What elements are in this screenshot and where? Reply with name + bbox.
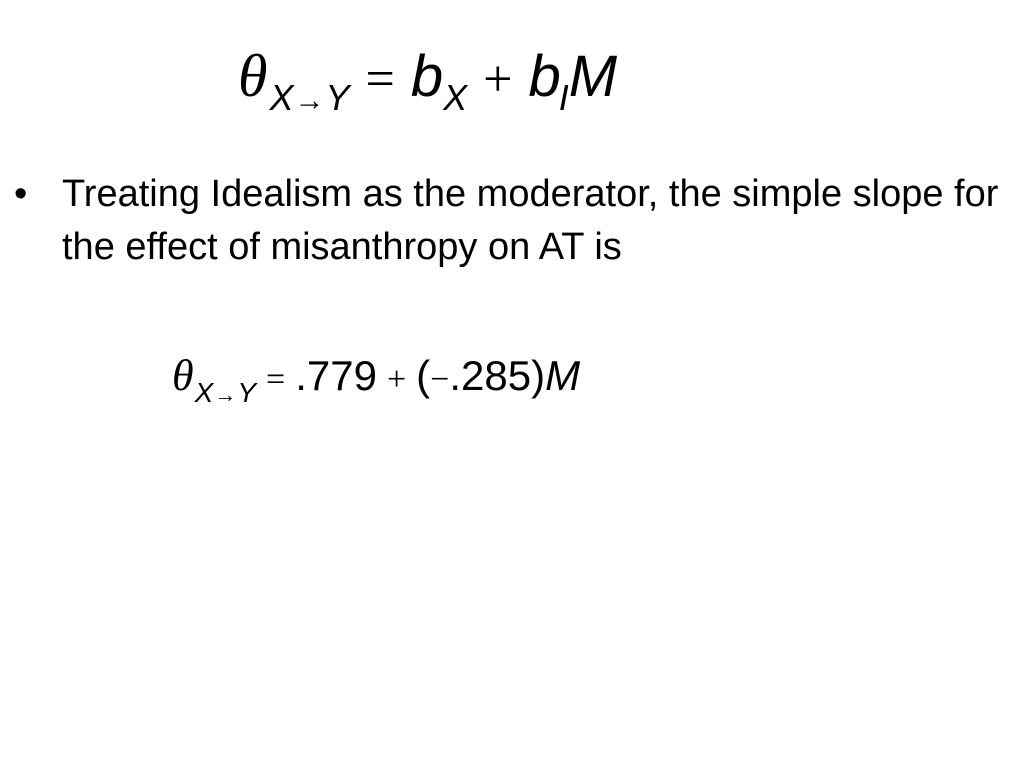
theta-symbol: θ — [172, 351, 194, 400]
equals-sign: = — [365, 51, 395, 108]
intercept-value: .779 — [295, 352, 377, 399]
subscript-y: Y — [325, 77, 350, 118]
close-paren: ) — [531, 352, 546, 399]
arrow-symbol: → — [294, 84, 325, 117]
interaction-subscript: I — [558, 77, 569, 118]
plus-sign: + — [483, 51, 513, 108]
plus-sign: + — [386, 361, 407, 398]
equals-sign: = — [266, 361, 286, 398]
coefficient-b-interaction: b — [528, 44, 561, 109]
equation-subscript — [269, 77, 349, 119]
minus-sign: − — [430, 361, 450, 398]
equation-subscript — [195, 377, 256, 410]
bullet-marker: • — [14, 173, 28, 215]
arrow-symbol: → — [214, 382, 237, 407]
subscript-x: X — [269, 77, 294, 118]
equation-general — [238, 42, 617, 132]
equation-specific — [172, 350, 580, 410]
bullet-text: Treating Idealism as the moderator, the simple slope for the effect of misanthropy on AT is — [62, 173, 999, 268]
theta-symbol: θ — [238, 43, 268, 109]
coefficient-b-subscript: X — [443, 77, 468, 118]
subscript-y: Y — [237, 377, 256, 408]
subscript-x: X — [194, 377, 214, 408]
moderator-m: M — [545, 352, 581, 399]
coefficient-value: .285 — [449, 352, 532, 399]
open-paren: ( — [416, 352, 431, 399]
coefficient-b: b — [410, 44, 444, 109]
moderator-m: M — [568, 44, 618, 109]
